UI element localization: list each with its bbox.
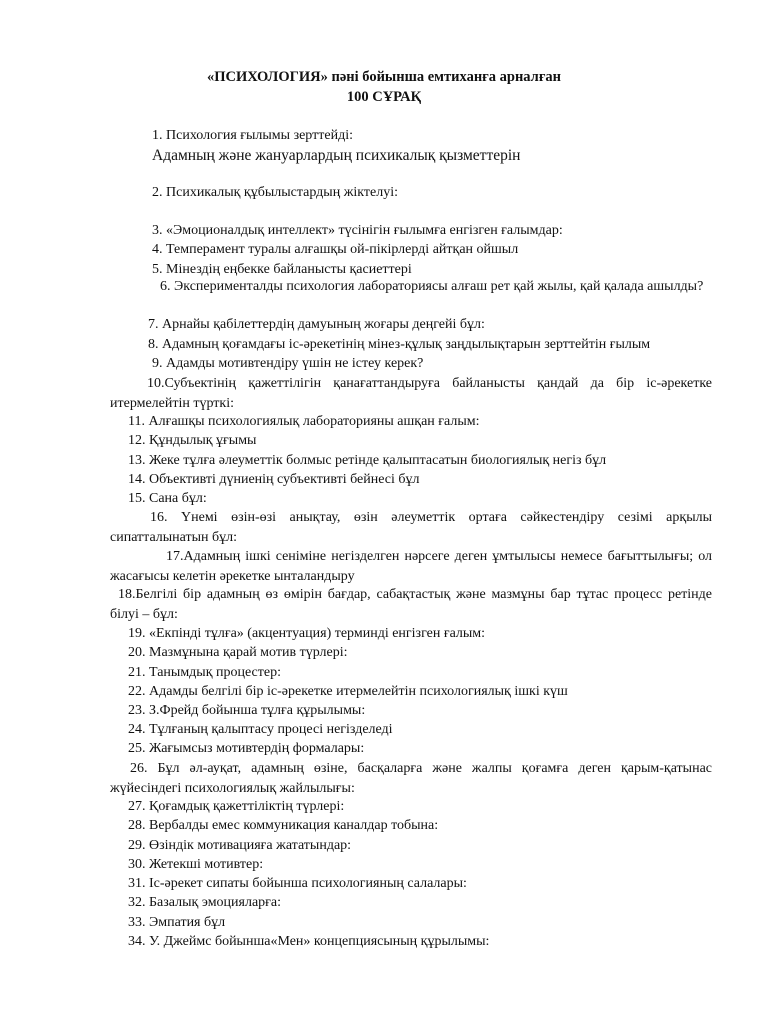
question-item: 21. Танымдық процестер: xyxy=(128,665,281,680)
question-item: 28. Вербалды емес коммуникация каналдар тобына: xyxy=(128,818,439,833)
question-item: 20. Мазмұнына қарай мотив түрлері: xyxy=(128,645,348,660)
question-item: 17.Адамның ішкі сеніміне негізделген нәрсеге деген ұмтылысы немесе бағыттылығы; ол жасағысы келетін әрекетке ынталандыру xyxy=(110,549,712,584)
question-item: 15. Сана бұл: xyxy=(128,491,207,506)
answer-text: Адамның және жануарлардың психикалық қызметтерін xyxy=(152,147,521,164)
question-item: 22. Адамды белгілі бір іс-әрекетке итермелейтін психологиялық ішкі күш xyxy=(128,684,568,699)
question-item: 23. З.Фрейд бойынша тұлға құрылымы: xyxy=(128,703,366,718)
document-subtitle: 100 СҰРАҚ xyxy=(346,89,422,105)
question-item: 11. Алғашқы психологиялық лабораторияны ашқан ғалым: xyxy=(128,414,480,429)
question-item: 4. Темперамент туралы алғашқы ой-пікірлерді айтқан ойшыл xyxy=(152,242,519,257)
question-item: 6. Эксперименталды психология лабораториясы алғаш рет қай жылы, қай қалада ашылды? xyxy=(160,279,704,294)
question-item: 13. Жеке тұлға әлеуметтік болмыс ретінде қалыптасатын биологиялық негіз бұл xyxy=(128,453,607,468)
question-item: 14. Объективті дүниенің субъективті бейнесі бұл xyxy=(128,472,420,487)
question-item: 27. Қоғамдық қажеттіліктің түрлері: xyxy=(128,799,345,814)
question-item: 19. «Екпінді тұлға» (акцентуация) терминді енгізген ғалым: xyxy=(128,626,486,641)
question-item: 31. Іс-әрекет сипаты бойынша психологияның салалары: xyxy=(128,876,467,891)
question-item: 5. Мінездің еңбекке байланысты қасиеттері xyxy=(152,262,412,277)
question-item: 24. Тұлғаның қалыптасу процесі негізделеді xyxy=(128,722,393,737)
question-item: 8. Адамның қоғамдағы іс-әрекетінің мінез-құлық заңдылықтарын зерттейтін ғылым xyxy=(148,337,651,352)
question-item: 9. Адамды мотивтендіру үшін не істеу керек? xyxy=(152,356,424,371)
document-title: «ПСИХОЛОГИЯ» пәні бойынша емтиханға арналған xyxy=(206,69,562,85)
question-item: 3. «Эмоционалдық интеллект» түсінігін ғылымға енгізген ғалымдар: xyxy=(152,223,563,238)
question-item: 7. Арнайы қабілеттердің дамуының жоғары деңгейі бұл: xyxy=(148,317,485,332)
question-item: 16. Үнемі өзін-өзі анықтау, өзін әлеуметтік ортаға сәйкестендіру сезімі арқылы сипатталынатын бұл: xyxy=(110,510,712,545)
question-item: 30. Жетекші мотивтер: xyxy=(128,857,264,872)
question-item: 25. Жағымсыз мотивтердің формалары: xyxy=(128,741,365,756)
question-item: 18.Белгілі бір адамның өз өмірін бағдар, сабақтастық және мазмұны бар тұтас процесс ретінде білуі – бұл: xyxy=(110,587,712,622)
question-item: 34. У. Джеймс бойынша«Мен» концепциясының құрылымы: xyxy=(128,934,490,949)
question-item: 32. Базалық эмоцияларға: xyxy=(128,895,282,910)
question-item: 26. Бұл әл-ауқат, адамның өзіне, басқаларға және жалпы қоғамға деген қарым-қатынас жүйесіндегі психологиялық жайлылығы: xyxy=(110,761,712,796)
question-item: 12. Құндылық ұғымы xyxy=(128,433,257,448)
question-item: 1. Психология ғылымы зерттейді: xyxy=(152,128,353,143)
question-item: 10.Субъектінің қажеттілігін қанағаттандыруға байланысты қандай да бір іс-әрекетке итермелейтін түрткі: xyxy=(110,376,712,411)
question-item: 29. Өзіндік мотивацияға жататындар: xyxy=(128,838,352,853)
question-item: 2. Психикалық құбылыстардың жіктелуі: xyxy=(152,185,398,200)
question-item: 33. Эмпатия бұл xyxy=(128,915,226,930)
